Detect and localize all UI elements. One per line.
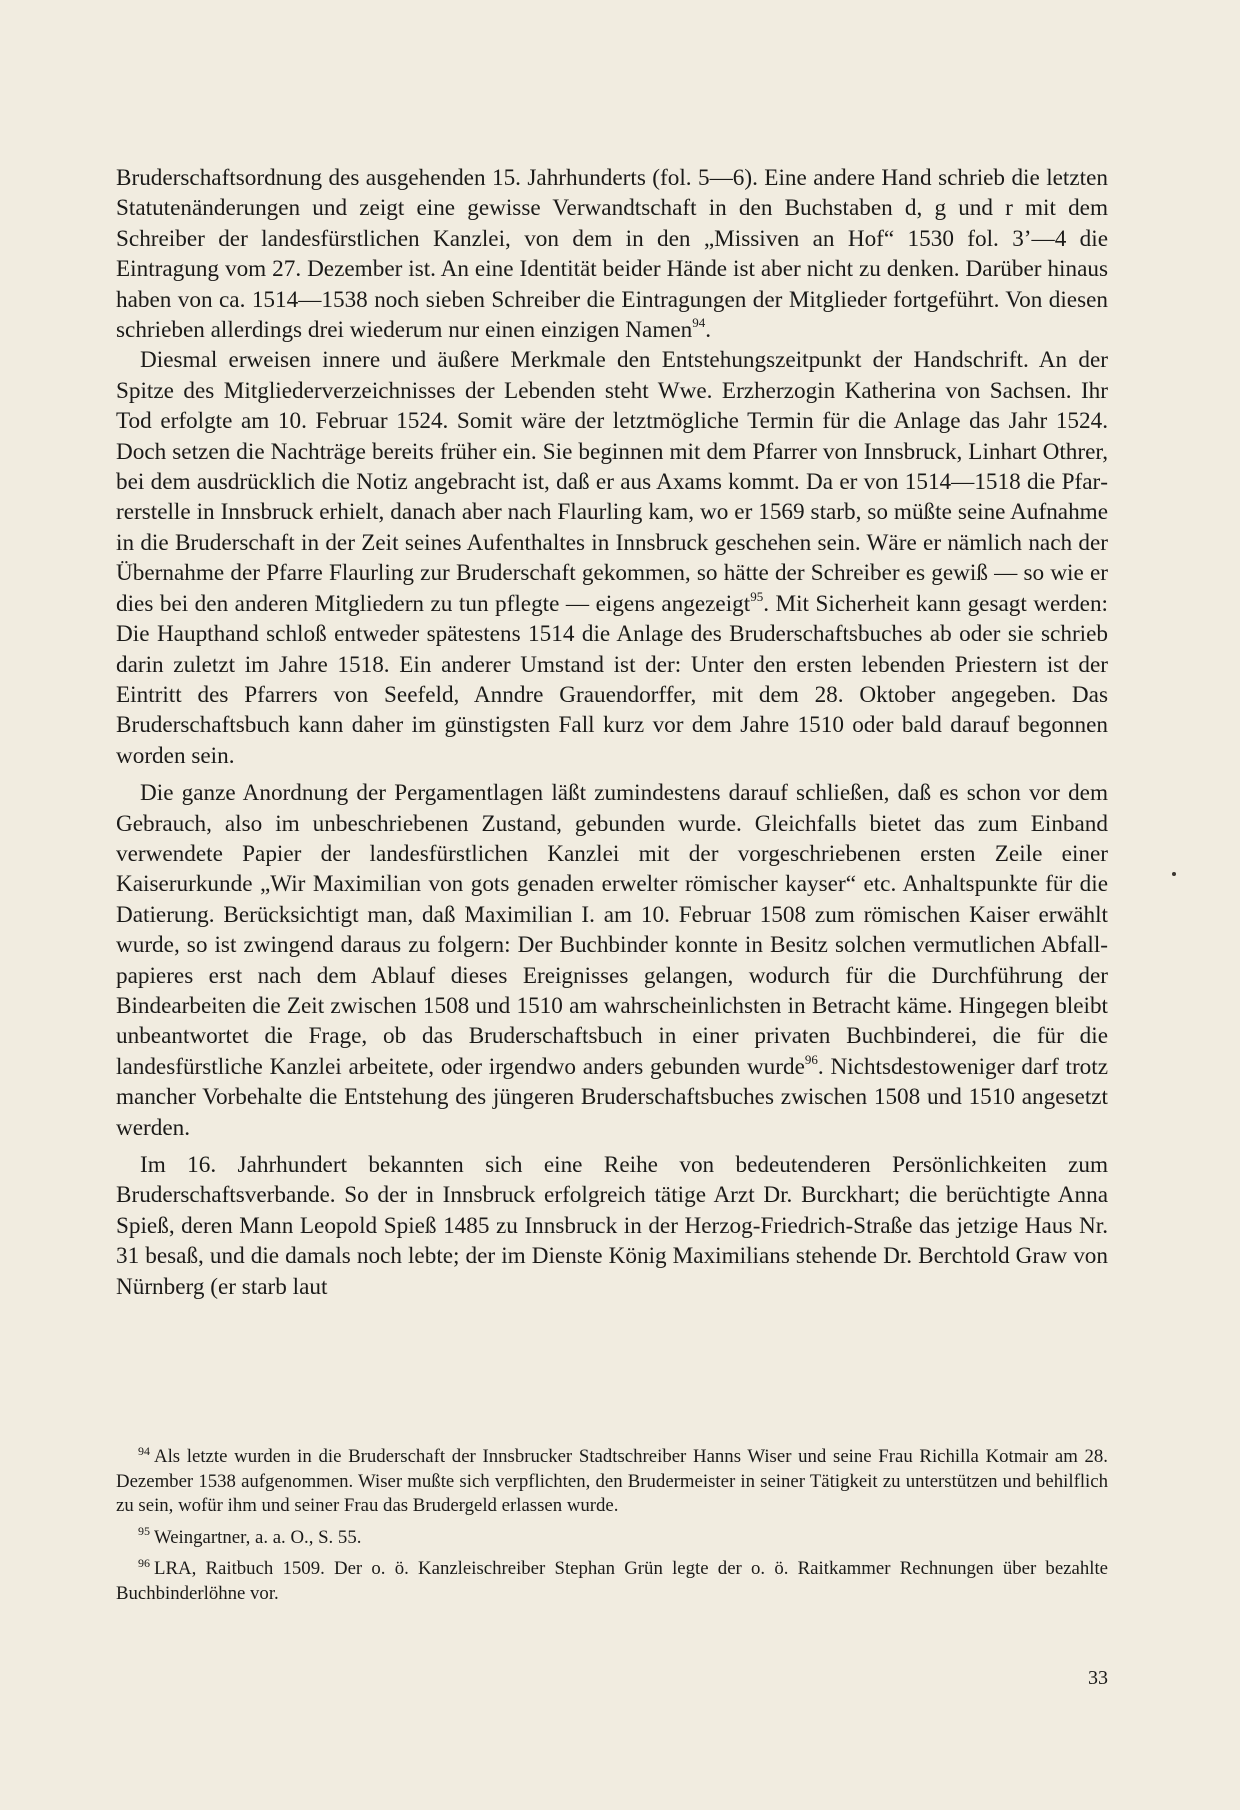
footnote-95 <box>116 1526 1108 1551</box>
paragraph-2 <box>116 345 1108 771</box>
paragraph-3-text-1: Die ganze Anordnung der Pergamentlagen läßt zumindestens darauf schließen, daß es schon vor dem Gebrauch, also im unbeschriebenen Zustand, gebunden wurde. Gleichfalls bietet das zum Einband verwendete Papier der landesfürstlichen Kanzlei mit der vorgeschriebenen ersten Zeile einer Kaiserurkunde „Wir Maximilian von gots genaden erwelter römischer kayser“ etc. Anhaltspunkte für die Datierung. Berücksichtigt man, daß Maximilian I. am 10. Februar 1508 zum römischen Kaiser erwählt wurde, so ist zwingend daraus zu folgern: Der Buchbinder konnte in Besitz solchen vermutlichen Abfallpapieres erst nach dem Ablauf dieses Ereignisses gelangen, wodurch für die Durchführung der Bindearbeiten die Zeit zwischen 1508 und 1510 am wahrscheinlichsten in Betracht käme. Hingegen bleibt unbeantwortet die Frage, ob das Bruderschaftsbuch in einer privaten Buchbinderei, die für die landesfürstliche Kanzlei arbeitete, oder irgendwo anders gebunden wurde <box>116 780 1108 1080</box>
footnote-ref-95[interactable]: 95 <box>750 588 764 604</box>
footnote-text-95: Weingartner, a. a. O., S. 55. <box>154 1526 362 1548</box>
paragraph-2-text-2: . Mit Sicherheit kann gesagt werden: Die Haupthand schloß entweder spätestens 1514 die Anlage des Bruderschaftsbuches ab oder sie schrieb darin zuletzt im Jahre 1518. Ein anderer Umstand ist der: Unter den ersten lebenden Priestern ist der Eintritt des Pfarrers von Seefeld, Anndre Grauendorffer, mit dem 28. Oktober angegeben. Das Bruderschaftsbuch kann daher im günstigsten Fall kurz vor dem Jahre 1510 oder bald darauf begonnen worden sein. <box>116 590 1108 769</box>
paragraph-1-text-1: Bruderschaftsordnung des ausgehenden 15. Jahrhunderts (fol. 5—6). Eine andere Hand schrieb die letzten Statutenänderungen und zeigt eine gewisse Verwandtschaft in den Buchstaben d, g und r mit dem Schreiber der landesfürstlichen Kanzlei, von dem in den „Missiven an Hof“ 1530 fol. 3’—4 die Eintragung vom 27. Dezember ist. An eine Identität beider Hände ist aber nicht zu denken. Darüber hinaus haben von ca. 1514—1538 noch sieben Schreiber die Eintragungen der Mitglieder fortgeführt. Von diesen schrieben allerdings drei wiederum nur einen einzigen Namen <box>116 165 1108 344</box>
footnote-text-96: LRA, Raitbuch 1509. Der o. ö. Kanzleischreiber Stephan Grün legte der o. ö. Raitkammer Rechnungen über bezahlte Buchbinderlöhne vor. <box>116 1558 1108 1604</box>
body-text <box>116 163 1108 1302</box>
footnote-96 <box>116 1557 1108 1606</box>
paragraph-4-text-1: Im 16. Jahrhundert bekannten sich eine Reihe von bedeutenderen Persönlichkeiten zum Bruderschaftsverbande. So der in Innsbruck erfolgreich tätige Arzt Dr. Burckhart; die berüchtigte Anna Spieß, deren Mann Leopold Spieß 1485 zu Innsbruck in der Herzog-Friedrich-Straße das jetzige Haus Nr. 31 besaß, und die damals noch lebte; der im Dienste König Maximilians stehende Dr. Berchtold Graw von Nürnberg (er starb laut <box>116 1152 1108 1300</box>
paragraph-2-text-1: Diesmal erweisen innere und äußere Merkmale den Entstehungszeitpunkt der Handschrift. An der Spitze des Mitgliederverzeichnisses der Lebenden steht Wwe. Erzherzogin Katherina von Sachsen. Ihr Tod erfolgte am 10. Februar 1524. Somit wäre der letztmögliche Termin für die Anlage das Jahr 1524. Doch setzen die Nachträge bereits früher ein. Sie beginnen mit dem Pfarrer von Innsbruck, Linhart Othrer, bei dem ausdrücklich die Notiz angebracht ist, daß er aus Axams kommt. Da er von 1514—1518 die Pfarrerstelle in Innsbruck erhielt, danach aber nach Flaurling kam, wo er 1569 starb, so müßte seine Aufnahme in die Bruderschaft in der Zeit seines Aufenthaltes in Innsbruck geschehen sein. Wäre er nämlich nach der Übernahme der Pfarre Flaurling zur Bruderschaft gekommen, so hätte der Schreiber es gewiß — so wie er dies bei den anderen Mitgliedern zu tun pflegte — eigens angezeigt <box>116 347 1108 617</box>
footnote-number-94: 94 <box>138 1443 150 1458</box>
footnote-94 <box>116 1445 1108 1519</box>
paragraph-4 <box>116 1150 1108 1302</box>
paragraph-1-text-2: . <box>705 317 712 344</box>
paragraph-3-text-2: . Nichtsdestoweniger darf trotz mancher Vorbehalte die Entstehung des jüngeren Bruderschaftsbuches zwischen 1508 und 1510 angesetzt werden. <box>116 1053 1108 1141</box>
paragraph-1 <box>116 163 1108 345</box>
footnote-number-96: 96 <box>138 1555 150 1570</box>
footnote-ref-94[interactable]: 94 <box>692 315 706 331</box>
page-number: 33 <box>1088 1667 1108 1689</box>
paragraph-3 <box>116 778 1108 1143</box>
footnote-ref-96[interactable]: 96 <box>804 1052 818 1068</box>
footnotes <box>116 1445 1108 1613</box>
footnote-text-94: Als letzte wurden in die Bruderschaft der Innsbrucker Stadtschreiber Hanns Wiser und seine Frau Richilla Kotmair am 28. Dezember 1538 aufgenommen. Wiser mußte sich verpflichten, den Brudermeister in seiner Tätigkeit zu unterstützen und behilflich zu sein, wofür ihm und seiner Frau das Brudergeld erlassen wurde. <box>116 1446 1108 1516</box>
footnote-number-95: 95 <box>138 1524 150 1539</box>
print-speck <box>1172 872 1176 876</box>
